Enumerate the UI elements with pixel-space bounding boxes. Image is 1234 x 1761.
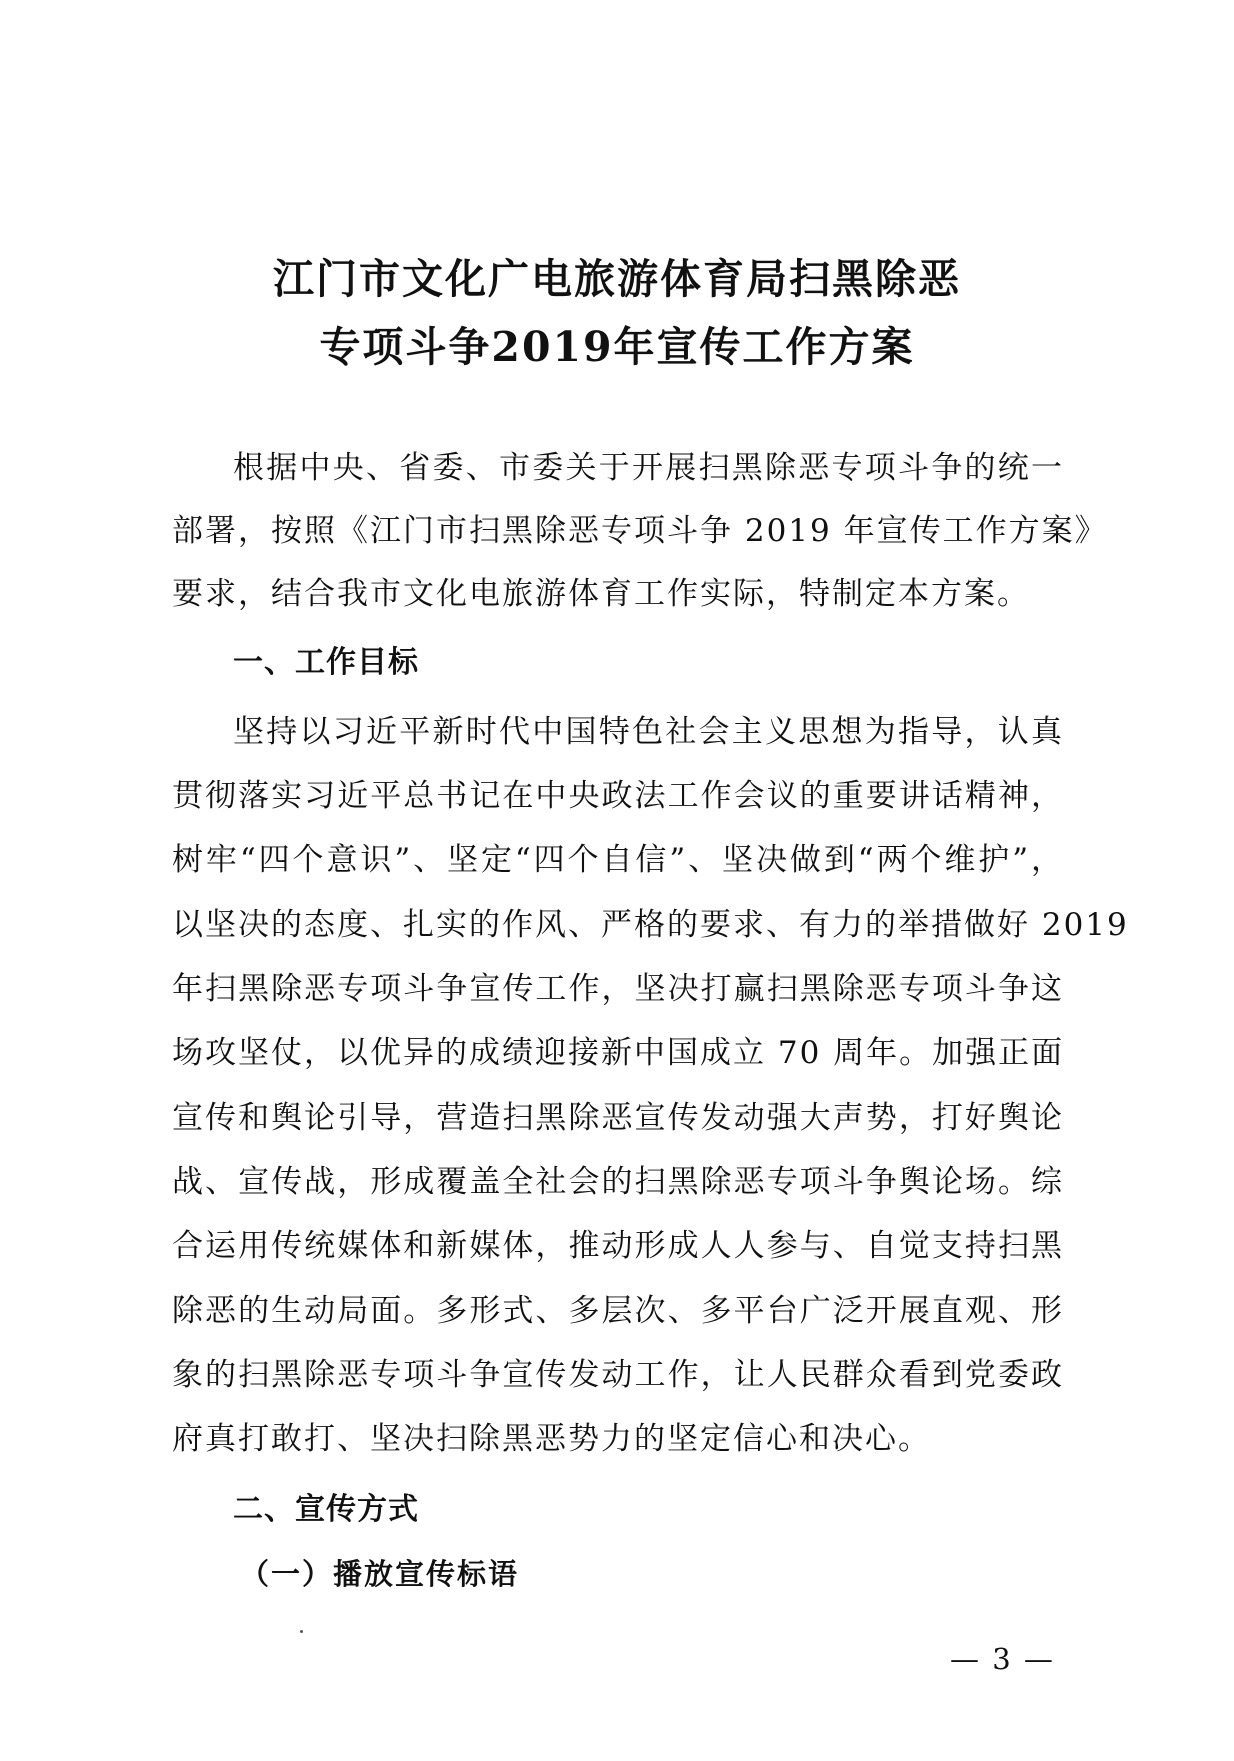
document-title-line-1: 江门市文化广电旅游体育局扫黑除恶 bbox=[273, 255, 961, 303]
intro-line-2: 部署，按照《江门市扫黑除恶专项斗争 2019 年宣传工作方案》 bbox=[172, 513, 1108, 549]
goals-line-12: 府真打敢打、坚决扫除黑恶势力的坚定信心和决心。 bbox=[172, 1421, 931, 1457]
section-heading-methods: 二、宣传方式 bbox=[233, 1492, 419, 1527]
goals-line-9: 合运用传统媒体和新媒体，推动形成人人参与、自觉支持扫黑 bbox=[172, 1228, 1064, 1264]
goals-line-1: 坚持以习近平新时代中国特色社会主义思想为指导，认真 bbox=[233, 714, 1064, 750]
goals-line-3: 树牢“四个意识”、坚定“四个自信”、坚决做到“两个维护”， bbox=[172, 842, 1064, 878]
goals-line-4: 以坚决的态度、扎实的作风、严格的要求、有力的举措做好 2019 bbox=[172, 907, 1129, 943]
scan-speck bbox=[300, 1630, 303, 1633]
goals-line-5: 年扫黑除恶专项斗争宣传工作，坚决打赢扫黑除恶专项斗争这 bbox=[172, 971, 1064, 1007]
goals-line-11: 象的扫黑除恶专项斗争宣传发动工作，让人民群众看到党委政 bbox=[172, 1357, 1064, 1393]
subsection-heading-slogans: （一）播放宣传标语 bbox=[240, 1557, 520, 1591]
intro-line-3: 要求，结合我市文化电旅游体育工作实际，特制定本方案。 bbox=[172, 576, 1030, 612]
document-title-line-2: 专项斗争2019年宣传工作方案 bbox=[319, 323, 915, 371]
goals-line-6: 场攻坚仗，以优异的成绩迎接新中国成立 70 周年。加强正面 bbox=[172, 1035, 1065, 1071]
section-heading-goals: 一、工作目标 bbox=[233, 645, 419, 680]
goals-line-8: 战、宣传战，形成覆盖全社会的扫黑除恶专项斗争舆论场。综 bbox=[172, 1164, 1064, 1200]
goals-line-7: 宣传和舆论引导，营造扫黑除恶宣传发动强大声势，打好舆论 bbox=[172, 1100, 1064, 1136]
goals-line-2: 贯彻落实习近平总书记在中央政法工作会议的重要讲话精神， bbox=[172, 778, 1064, 814]
intro-line-1: 根据中央、省委、市委关于开展扫黑除恶专项斗争的统一 bbox=[233, 450, 1064, 486]
page-number: — 3 — bbox=[950, 1642, 1055, 1676]
goals-line-10: 除恶的生动局面。多形式、多层次、多平台广泛开展直观、形 bbox=[172, 1293, 1064, 1329]
